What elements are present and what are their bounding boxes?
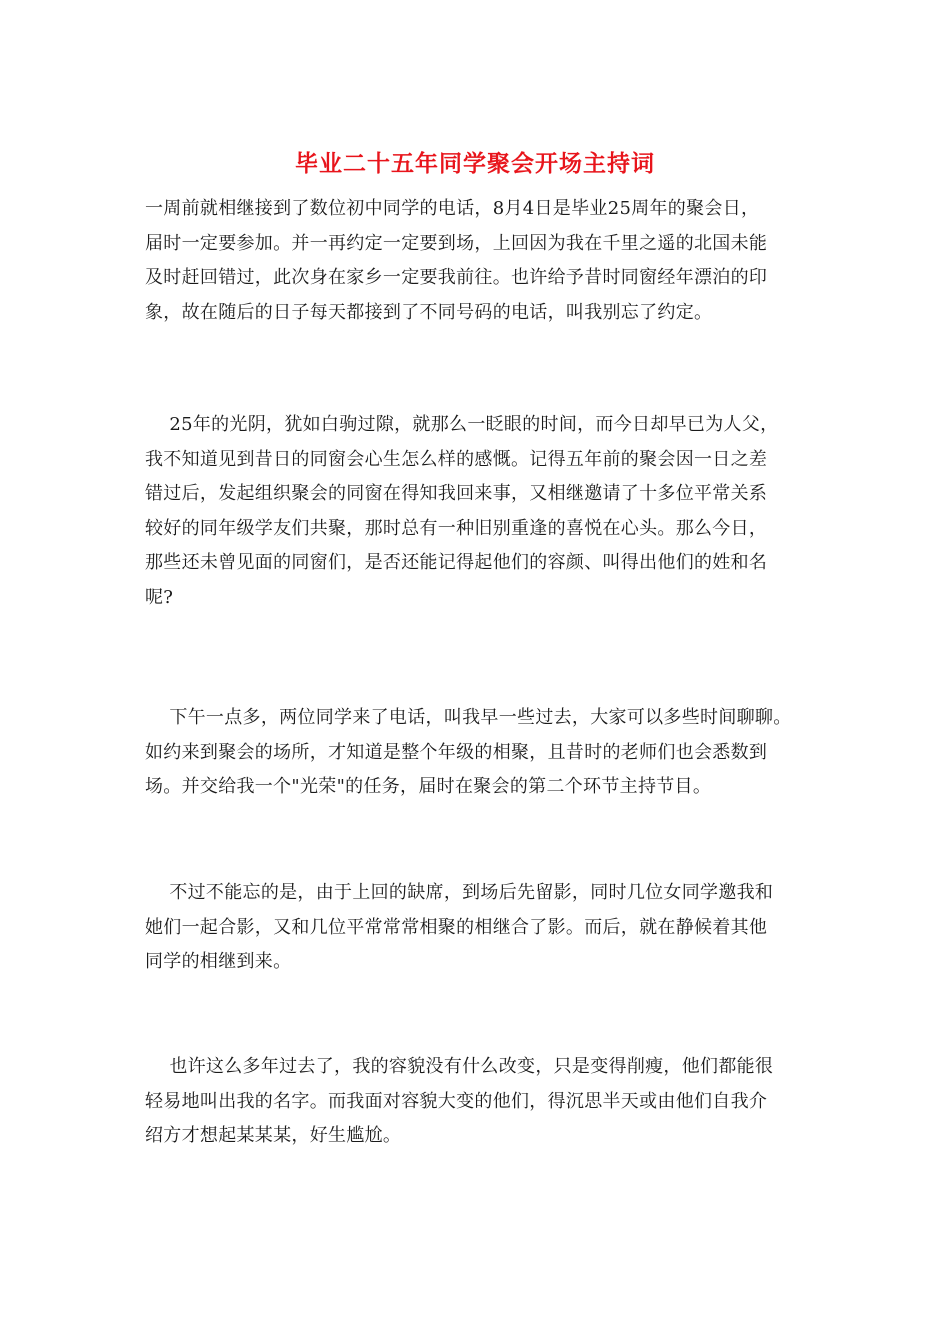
paragraph-line: 她们一起合影，又和几位平常常常相聚的相继合了影。而后，就在静候着其他 (145, 916, 768, 938)
paragraph-line: 轻易地叫出我的名字。而我面对容貌大变的他们，得沉思半天或由他们自我介 (145, 1090, 768, 1112)
paragraph-2 (145, 408, 825, 615)
paragraph-5 (145, 1050, 825, 1154)
paragraph-line: 下午一点多，两位同学来了电话，叫我早一些过去，大家可以多些时间聊聊。 (145, 707, 792, 728)
paragraph-1 (145, 192, 825, 330)
paragraph-line: 呢? (145, 586, 174, 608)
document-title: 毕业二十五年同学聚会开场主持词 (295, 150, 655, 177)
paragraph-line: 象，故在随后的日子每天都接到了不同号码的电话，叫我别忘了约定。 (145, 301, 713, 323)
paragraph-line: 较好的同年级学友们共聚，那时总有一种旧别重逢的喜悦在心头。那么今日， (145, 517, 768, 539)
paragraph-4 (145, 876, 825, 980)
paragraph-line: 同学的相继到来。 (145, 951, 292, 972)
paragraph-line: 我不知道见到昔日的同窗会心生怎么样的感慨。记得五年前的聚会因一日之差 (145, 448, 768, 470)
paragraph-line: 场。并交给我一个"光荣"的任务，届时在聚会的第二个环节主持节目。 (145, 776, 712, 797)
paragraph-line: 届时一定要参加。并一再约定一定要到场，上回因为我在千里之遥的北国未能 (145, 232, 768, 254)
paragraph-line: 绍方才想起某某某，好生尴尬。 (145, 1125, 402, 1146)
paragraph-line: 不过不能忘的是，由于上回的缺席，到场后先留影，同时几位女同学邀我和 (145, 882, 774, 903)
paragraph-line: 错过后，发起组织聚会的同窗在得知我回来事，又相继邀请了十多位平常关系 (145, 483, 768, 504)
paragraph-3 (145, 701, 825, 805)
paragraph-line: 及时赶回错过，此次身在家乡一定要我前往。也许给予昔时同窗经年漂泊的印 (145, 267, 768, 288)
paragraph-line: 25年的光阴，犹如白驹过隙，就那么一眨眼的时间，而今日却早已为人父， (145, 414, 779, 435)
paragraph-line: 也许这么多年过去了，我的容貌没有什么改变，只是变得削瘦，他们都能很 (145, 1056, 774, 1077)
paragraph-line: 如约来到聚会的场所，才知道是整个年级的相聚，且昔时的老师们也会悉数到 (145, 741, 768, 763)
paragraph-line: 那些还未曾见面的同窗们，是否还能记得起他们的容颜、叫得出他们的姓和名 (145, 552, 768, 573)
paragraph-line: 一周前就相继接到了数位初中同学的电话，8月4日是毕业25周年的聚会日， (145, 198, 760, 219)
